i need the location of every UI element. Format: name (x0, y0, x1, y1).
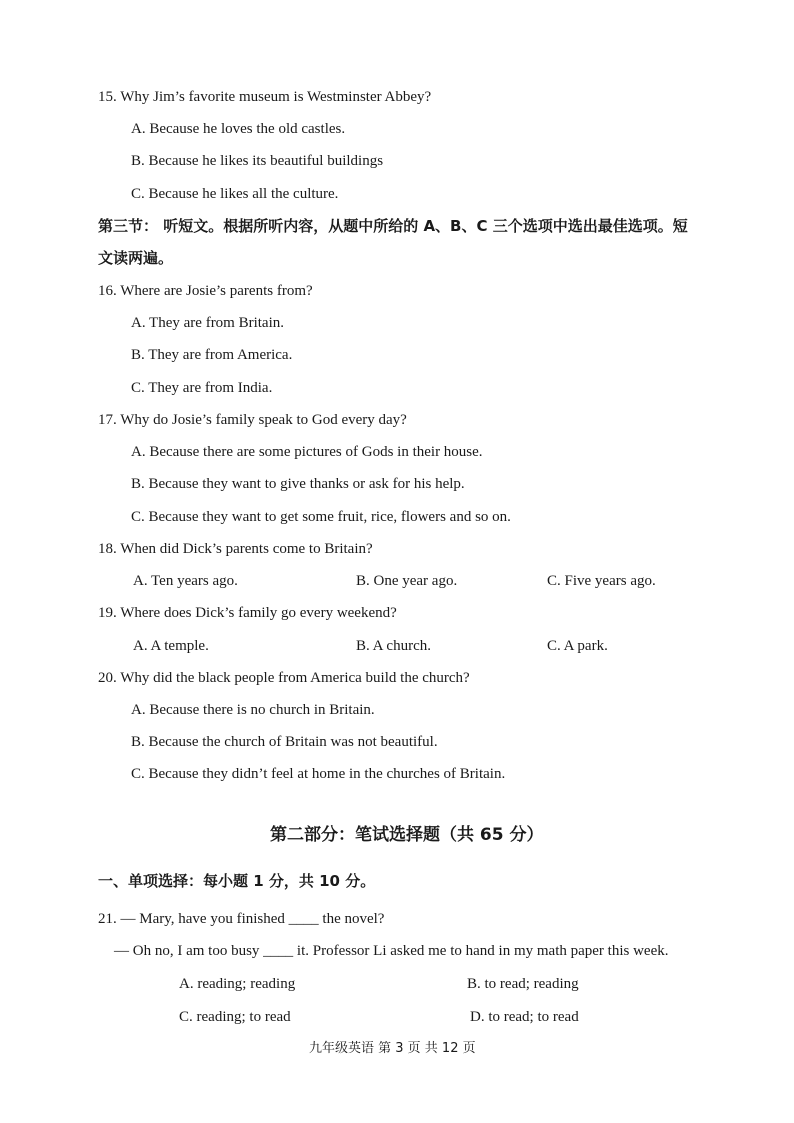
question-19-stem: 19. Where does Dick’s family go every weekend? (98, 605, 397, 621)
question-16-option-a: A. They are from Britain. (131, 315, 285, 331)
question-21-line-1: 21. — Mary, have you finished ____ the novel? (98, 911, 385, 927)
question-15-stem: 15. Why Jim’s favorite museum is Westminster Abbey? (98, 89, 432, 105)
question-21-option-d: D. to read; to read (470, 1009, 579, 1025)
question-21-option-c: C. reading; to read (179, 1009, 291, 1025)
question-19-option-b: B. A church. (356, 638, 431, 654)
question-17-option-c: C. Because they want to get some fruit, rice, flowers and so on. (131, 509, 511, 525)
question-18-stem: 18. When did Dick’s parents come to Britain? (98, 541, 373, 557)
question-16-stem: 16. Where are Josie’s parents from? (98, 283, 313, 299)
part-2-title: 第二部分：笔试选择题（共 65 分） (270, 825, 544, 845)
question-20-option-b: B. Because the church of Britain was not beautiful. (131, 734, 438, 750)
section-3-instructions-line-1: 第三节： 听短文。根据所听内容，从题中所给的 A、B、C 三个选项中选出最佳选项。短 (98, 217, 688, 235)
question-17-stem: 17. Why do Josie’s family speak to God every day? (98, 412, 407, 428)
question-15-option-a: A. Because he loves the old castles. (131, 121, 346, 137)
question-20-stem: 20. Why did the black people from America build the church? (98, 670, 470, 686)
question-21-line-2: — Oh no, I am too busy ____ it. Professor Li asked me to hand in my math paper this week. (114, 943, 669, 959)
question-15-option-c: C. Because he likes all the culture. (131, 186, 339, 202)
question-21-option-b: B. to read; reading (467, 976, 579, 992)
question-17-option-a: A. Because there are some pictures of Gods in their house. (131, 444, 483, 460)
single-choice-heading: 一、单项选择：每小题 1 分，共 10 分。 (98, 872, 376, 890)
question-18-option-c: C. Five years ago. (547, 573, 656, 589)
section-3-instructions-line-2: 文读两遍。 (98, 249, 174, 267)
question-19-option-a: A. A temple. (133, 638, 209, 654)
question-19-option-c: C. A park. (547, 638, 608, 654)
question-20-option-a: A. Because there is no church in Britain. (131, 702, 375, 718)
question-21-option-a: A. reading; reading (179, 976, 296, 992)
page-footer: 九年级英语 第 3 页 共 12 页 (309, 1041, 476, 1056)
question-20-option-c: C. Because they didn’t feel at home in the churches of Britain. (131, 766, 506, 782)
question-17-option-b: B. Because they want to give thanks or ask for his help. (131, 476, 465, 492)
question-16-option-b: B. They are from America. (131, 347, 293, 363)
question-18-option-b: B. One year ago. (356, 573, 458, 589)
question-16-option-c: C. They are from India. (131, 380, 273, 396)
question-15-option-b: B. Because he likes its beautiful buildings (131, 153, 384, 169)
question-18-option-a: A. Ten years ago. (133, 573, 238, 589)
